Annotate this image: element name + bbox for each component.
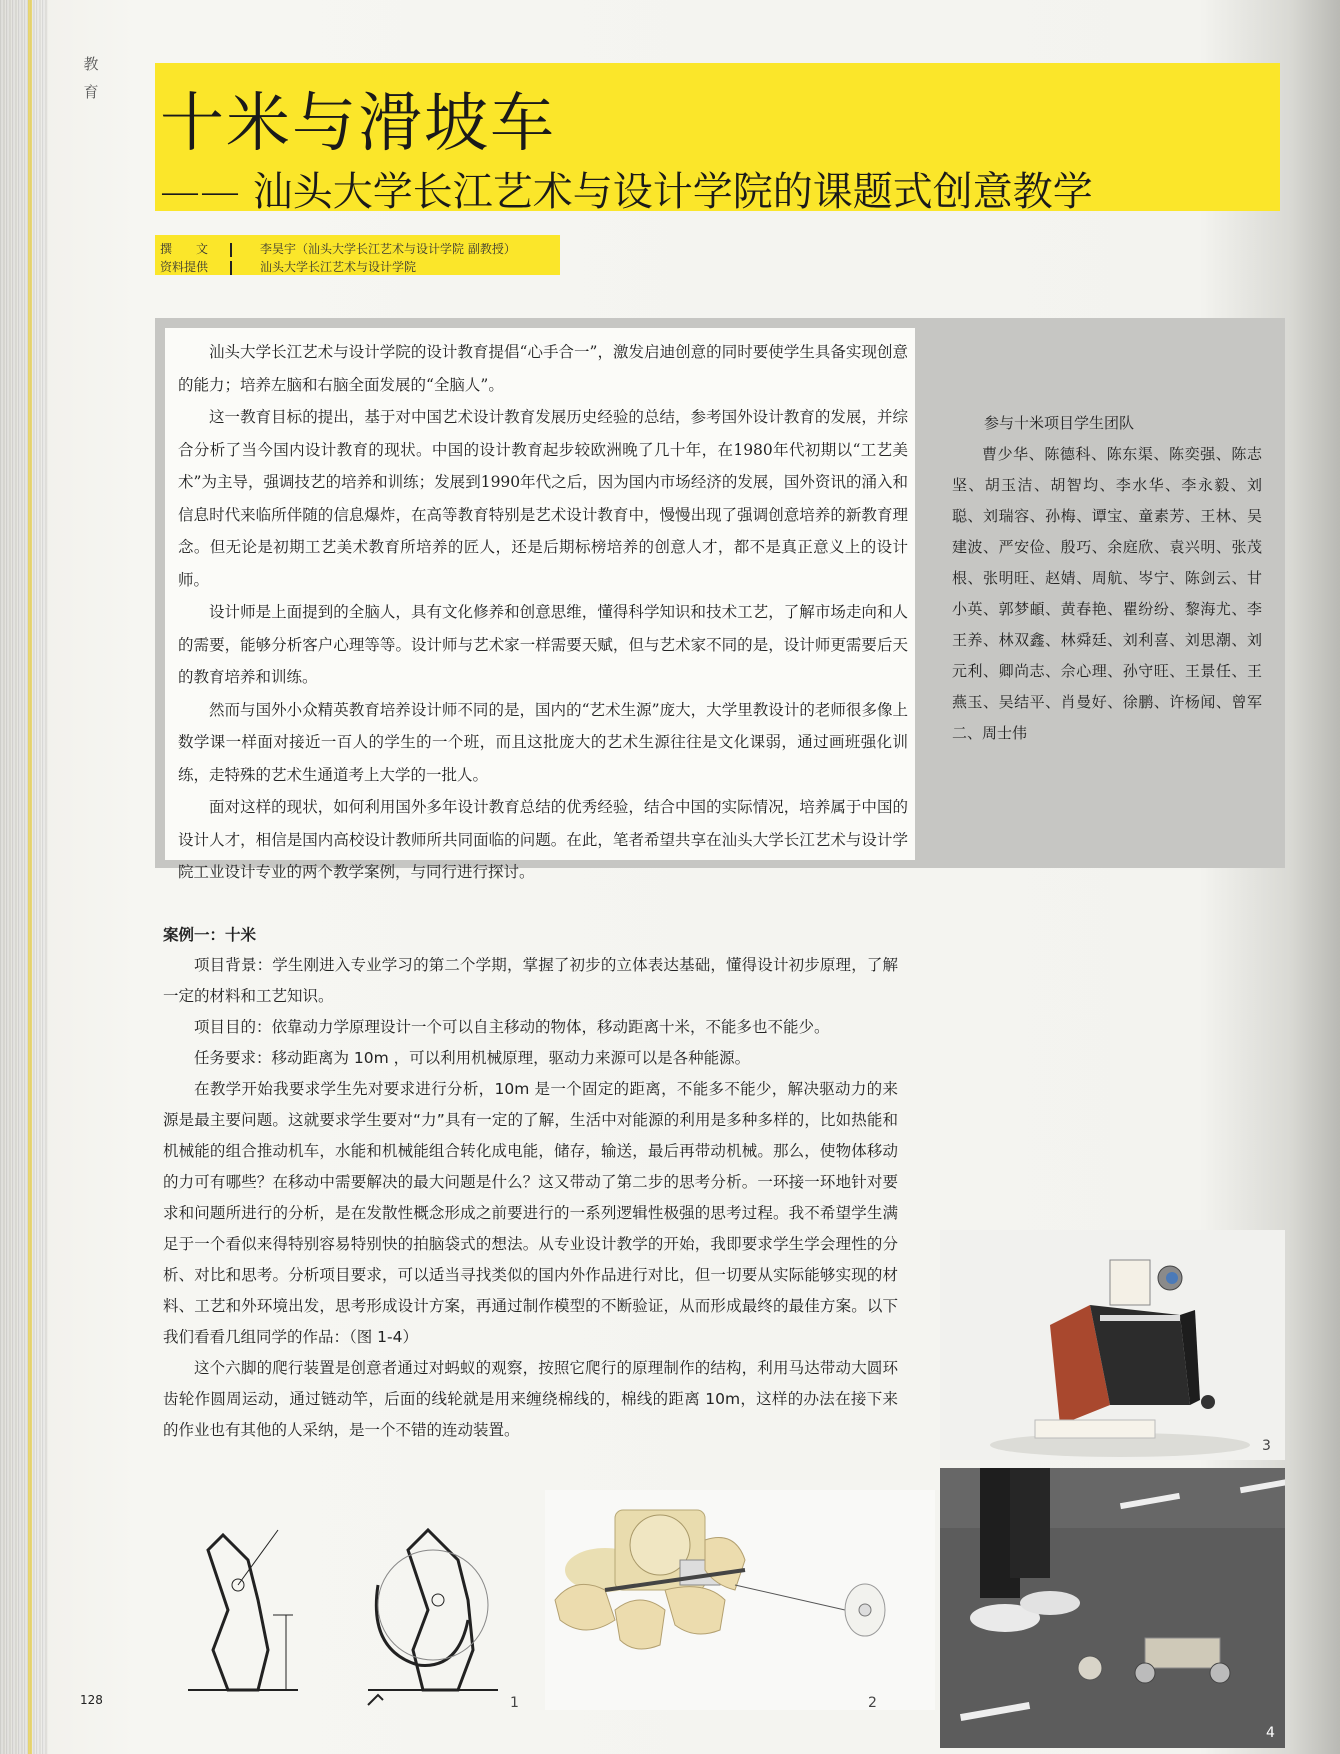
figure-4-photo <box>940 1468 1285 1748</box>
figure-number: 2 <box>868 1695 877 1711</box>
figure-number: 1 <box>510 1695 519 1711</box>
credit-key: 撰 文 <box>160 242 209 256</box>
intro-paragraph: 然而与国外小众精英教育培养设计师不同的是，国内的“艺术生源”庞大，大学里教设计的老师很多像上数学课一样面对接近一百人的学生的一个班，而且这批庞大的艺术生源往往是文化课弱，通过画班强化训练，走特殊的艺术生通道考上大学的一批人。 <box>178 700 908 784</box>
intro-paragraph: 面对这样的现状，如何利用国外多年设计教育总结的优秀经验，结合中国的实际情况，培养属于中国的设计人才，相信是国内高校设计教师所共同面临的问题。在此，笔者希望共享在汕头大学长江艺术与设计学院工业设计专业的两个教学案例，与同行进行探讨。 <box>178 798 908 881</box>
team-heading: 参与十米项目学生团队 <box>984 414 1135 432</box>
case-paragraph: 在教学开始我要求学生先对要求进行分析，10m 是一个固定的距离，不能多不能少，解决驱动力的来源是最主要问题。这就要求学生要对“力”具有一定的了解，生活中对能源的利用是多种多样的，比如热能和机械能的组合推动机车，水能和机械能组合转化成电能，储存，输送，最后再带动机械。那么，使物体移动的力可有哪些？在移动中需要解决的最大问题是什么？这又带动了第二步的思考分析。一环接一环地针对要求和问题所进行的分析，是在发散性概念形成之前要进行的一系列逻辑性极强的思考过程。我不希望学生满足于一个看似来得特别容易特别快的拍脑袋式的想法。从专业设计教学的开始，我即要求学生学会理性的分析、对比和思考。分析项目要求，可以适当寻找类似的国内外作品进行对比，但一切要从实际能够实现的材料、工艺和外环境出发，思考形成设计方案，再通过制作模型的不断验证，从而形成最终的最佳方案。以下我们看看几组同学的作品：（图 1-4） <box>163 1080 898 1346</box>
box-vehicle-illustration <box>940 1230 1285 1460</box>
credit-value: 李昊宇（汕头大学长江艺术与设计学院 副教授） <box>260 242 516 256</box>
figure-number: 3 <box>1262 1438 1271 1454</box>
case-paragraph: 这个六脚的爬行装置是创意者通过对蚂蚁的观察，按照它爬行的原理制作的结构，利用马达带动大圆环齿轮作圆周运动，通过链动竿，后面的线轮就是用来缠绕棉线的，棉线的距离 10m，这样的办法在接下来的作业也有其他的人采纳，是一个不错的连动装置。 <box>163 1359 898 1439</box>
page-edge-yellow-strip <box>28 0 32 1754</box>
case-heading: 案例一：十米 <box>163 926 257 944</box>
credit-divider <box>230 243 232 257</box>
case-paragraph: 任务要求：移动距离为 10m ，可以利用机械原理，驱动力来源可以是各种能源。 <box>194 1049 751 1067</box>
credit-value: 汕头大学长江艺术与设计学院 <box>260 260 417 274</box>
figure-2-photo <box>545 1490 935 1710</box>
figure-1-drawing <box>168 1490 538 1710</box>
article-subtitle: —— 汕头大学长江艺术与设计学院的课题式创意教学 <box>160 169 1093 215</box>
intro-paragraph: 设计师是上面提到的全脑人，具有文化修养和创意思维，懂得科学知识和技术工艺，了解市场走向和人的需要，能够分析客户心理等等。设计师与艺术家一样需要天赋，但与艺术家不同的是，设计师更需要后天的教育培养和训练。 <box>178 603 908 686</box>
case-paragraph: 项目背景：学生刚进入专业学习的第二个学期，掌握了初步的立体表达基础，懂得设计初步原理，了解一定的材料和工艺知识。 <box>163 956 898 1005</box>
crawler-device-illustration <box>545 1490 935 1710</box>
road-scene-illustration <box>940 1468 1285 1748</box>
figure-3-photo <box>940 1230 1285 1460</box>
credit-source <box>160 258 416 275</box>
intro-paragraph: 这一教育目标的提出，基于对中国艺术设计教育发展历史经验的总结，参考国外设计教育的发展，并综合分析了当今国内设计教育的现状。中国的设计教育起步较欧洲晚了几十年，在1980年代初期以“工艺美术”为主导，强调技艺的培养和训练；发展到1990年代之后，因为国内市场经济的发展，国外资讯的涌入和信息时代来临所伴随的信息爆炸，在高等教育特别是艺术设计教育中，慢慢出现了强调创意培养的新教育理念。但无论是初期工艺美术教育所培养的匠人，还是后期标榜培养的创意人才，都不是真正意义上的设计师。 <box>178 408 908 589</box>
intro-paragraph: 汕头大学长江艺术与设计学院的设计教育提倡“心手合一”，激发启迪创意的同时要使学生具备实现创意的能力；培养左脑和右脑全面发展的“全脑人”。 <box>178 343 908 394</box>
case-paragraph: 项目目的：依靠动力学原理设计一个可以自主移动的物体，移动距离十米，不能多也不能少。 <box>194 1018 830 1036</box>
article-title: 十米与滑坡车 <box>160 87 556 161</box>
page-edge-stack <box>0 0 48 1754</box>
team-names: 曹少华、陈德科、陈东渠、陈奕强、陈志坚、胡玉洁、胡智均、李水华、李永毅、刘聪、刘瑞容、孙梅、谭宝、童素芳、王林、吴建波、严安俭、殷巧、余庭欣、袁兴明、张茂根、张明旺、赵婧、周航、岑宁、陈剑云、甘小英、郭梦頔、黄春艳、瞿纷纷、黎海尤、李王养、林双鑫、林舜廷、刘利喜、刘思潮、刘元利、卿尚志、佘心理、孙守旺、王景任、王燕玉、吴结平、肖曼好、徐鹏、许杨闻、曾军二、周士伟 <box>952 445 1262 742</box>
page-number: 128 <box>80 1693 103 1707</box>
credit-key: 资料提供 <box>160 260 209 274</box>
case-body <box>163 950 898 1446</box>
intro-text <box>178 336 908 889</box>
team-list <box>952 408 1262 749</box>
mechanism-sketch <box>168 1490 538 1710</box>
credit-author <box>160 240 516 257</box>
figure-number: 4 <box>1266 1725 1275 1741</box>
credit-divider <box>230 261 232 275</box>
section-label: 教育 <box>83 55 99 101</box>
